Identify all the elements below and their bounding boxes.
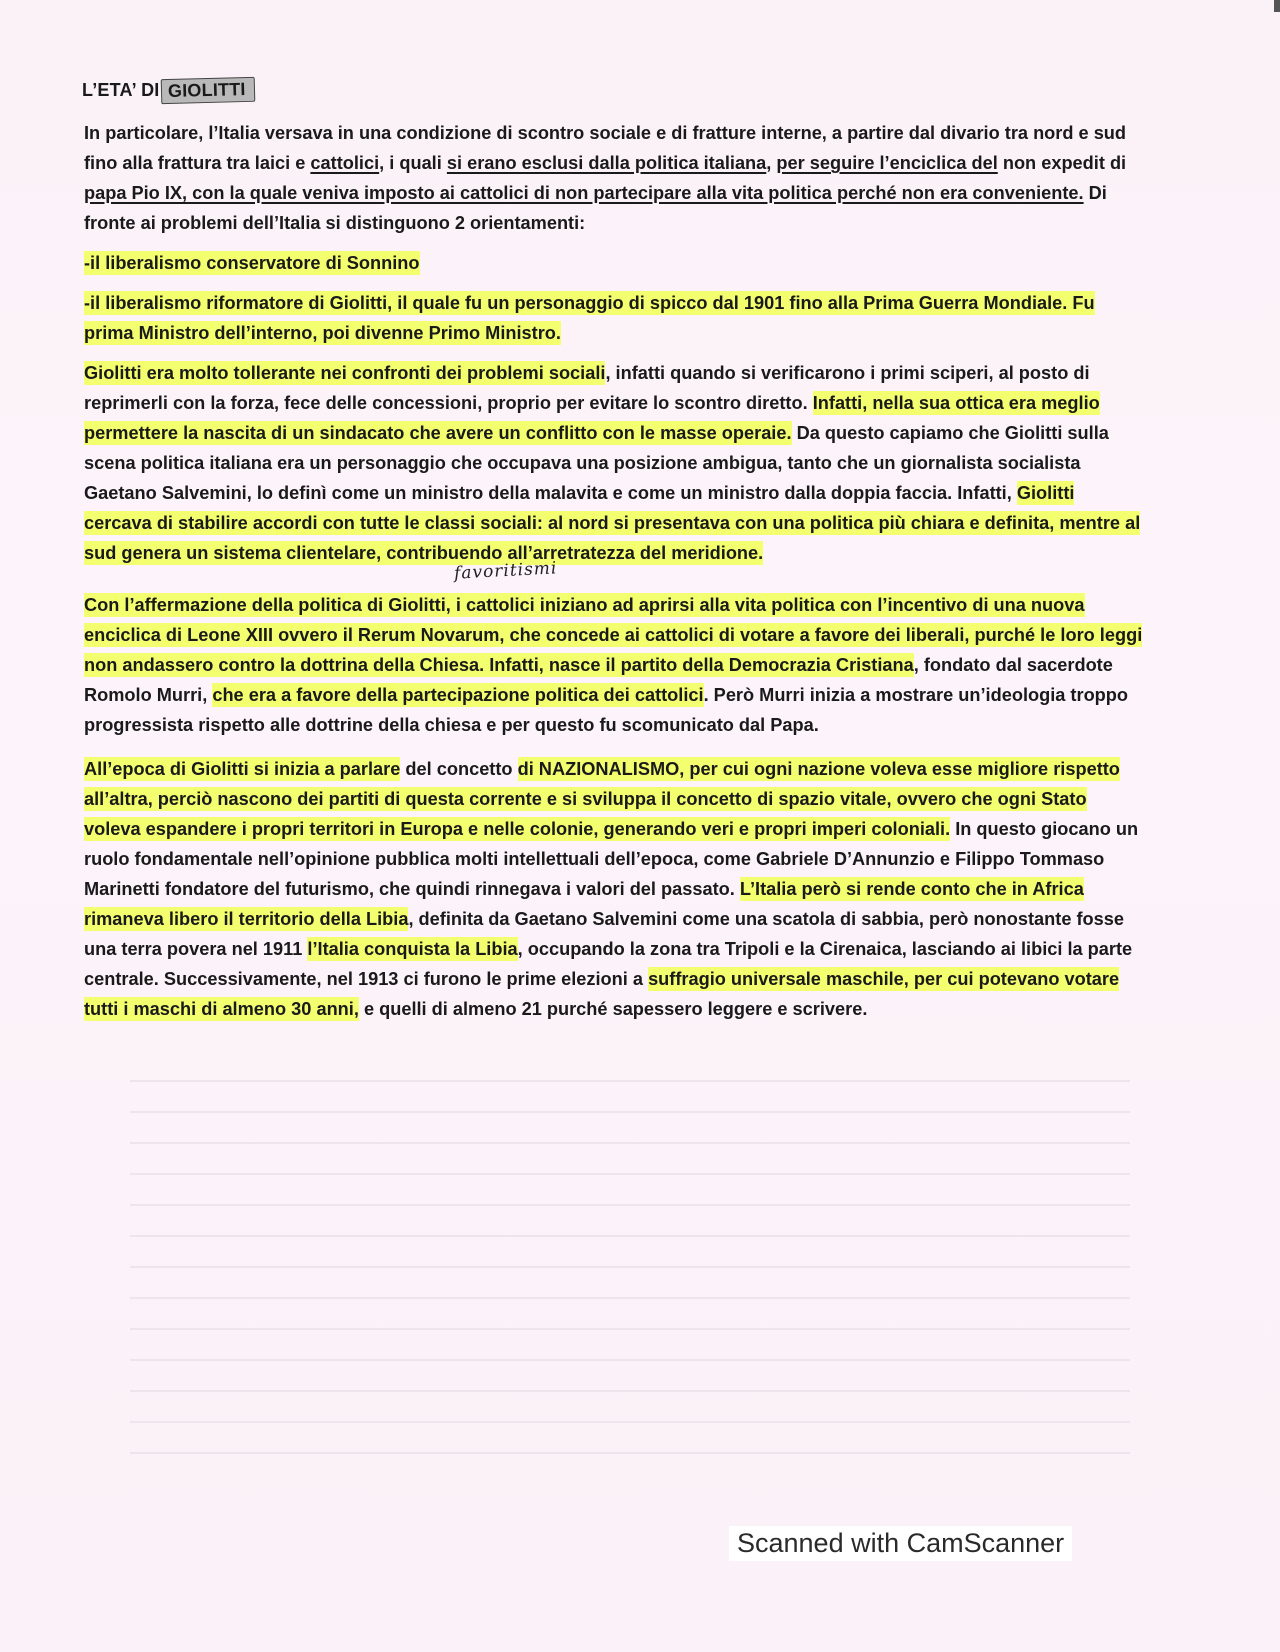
paragraph-catholics <box>84 590 1144 740</box>
camscanner-watermark: Scanned with CamScanner <box>729 1526 1072 1561</box>
document-body <box>84 118 1144 1034</box>
faint-line <box>130 1111 1130 1113</box>
highlighted-text: Infatti, nella sua ottica era meglio permettere la nascita di un sindacato che avere un conflitto con le masse operaie. <box>84 393 1100 443</box>
text-span: In particolare, l’Italia versava in una condizione di scontro sociale e di fratture interne, a partire dal divario tra nord e sud fino alla frattura tra laici e <box>84 123 1127 173</box>
highlighted-text: l’Italia conquista la Libia <box>307 939 518 959</box>
scan-edge-mark <box>1274 0 1280 12</box>
paragraph-reformist <box>84 288 1144 348</box>
document-title <box>82 78 255 103</box>
faint-line <box>130 1173 1130 1175</box>
text-span: In questo giocano un ruolo fondamentale nell’opinione pubblica molti intellettuali dell’epoca, come Gabriele D’Annunzio e Filippo Tommaso Marinetti fondatore del futurismo, che quindi rinnegava i valori del passato. <box>84 819 1139 899</box>
faint-line <box>130 1328 1130 1330</box>
text-span: del concetto <box>400 759 518 779</box>
text-span: , definita da Gaetano Salvemini come una scatola di sabbia, però nonostante fosse una terra povera nel 1911 <box>84 909 1124 959</box>
faint-line <box>130 1452 1130 1454</box>
highlighted-text: di NAZIONALISMO, per cui ogni nazione voleva esse migliore rispetto all’altra, perciò nascono dei partiti di questa corrente e si sviluppa il concetto di spazio vitale, ovvero che ogni Stato voleva espandere i propri territori in Europa e nelle colonie, generando veri e propri imperi coloniali. <box>84 759 1120 839</box>
underlined-text: cattolici <box>310 153 380 173</box>
text-span: , occupando la zona tra Tripoli e la Cirenaica, lasciando ai libici la parte centrale. Successivamente, nel 1913 ci furono le prime elezioni a <box>84 939 1133 989</box>
faint-line <box>130 1080 1130 1082</box>
underlined-text: papa Pio IX, con la quale veniva imposto ai cattolici di non partecipare alla vita politica perché non era conveniente. <box>84 183 1084 203</box>
paragraph-conservative <box>84 248 1144 278</box>
text-span: non expedit di <box>997 153 1127 173</box>
text-span: Da questo capiamo che Giolitti sulla scena politica italiana era un personaggio che occupava una posizione ambigua, tanto che un giornalista socialista Gaetano Salvemini, lo definì come un ministro della malavita e come un ministro dalla doppia faccia. Infatti, <box>84 423 1109 503</box>
highlighted-text: che era a favore della partecipazione politica dei cattolici <box>212 685 704 705</box>
paragraph-nationalism <box>84 754 1144 1024</box>
highlighted-text: suffragio universale maschile, per cui potevano votare tutti i maschi di almeno 30 anni, <box>84 969 1120 1019</box>
paragraph-giolitti-social <box>84 358 1144 568</box>
text-span: e quelli di almeno 21 purché sapessero leggere e scrivere. <box>358 999 868 1019</box>
text-span: , i quali <box>379 153 447 173</box>
highlighted-text: -il liberalismo conservatore di Sonnino <box>84 253 420 273</box>
highlighted-text: Con l’affermazione della politica di Giolitti, i cattolici iniziano ad aprirsi alla vita politica con l’incentivo di una nuova enciclica di Leone XIII ovvero il Rerum Novarum, che concede ai cattolici di votare a favore dei liberali, purché le loro leggi non andassero contro la dottrina della Chiesa. Infatti, nasce il partito della Democrazia Cristiana <box>84 595 1143 675</box>
highlighted-text: All’epoca di Giolitti si inizia a parlare <box>84 759 401 779</box>
text-span: , infatti quando si verificarono i primi sciperi, al posto di reprimerli con la forza, fece delle concessioni, proprio per evitare lo scontro diretto. <box>84 363 1090 413</box>
underlined-text: si erano esclusi dalla politica italiana <box>446 153 767 173</box>
faint-line <box>130 1266 1130 1268</box>
text-span: , <box>766 153 777 173</box>
highlighted-text: L’Italia però si rende conto che in Africa rimaneva libero il territorio della Libia <box>84 879 1084 929</box>
highlighted-text: -il liberalismo riformatore di Giolitti, il quale fu un personaggio di spicco dal 1901 fino alla Prima Guerra Mondiale. Fu prima Ministro dell’interno, poi divenne Primo Ministro. <box>84 293 1095 343</box>
faint-line <box>130 1204 1130 1206</box>
paragraph-intro <box>84 118 1144 238</box>
text-span: , fondato dal sacerdote Romolo Murri, <box>84 655 1113 705</box>
faint-line <box>130 1297 1130 1299</box>
faint-line <box>130 1421 1130 1423</box>
title-prefix: L’ETA’ DI <box>82 80 160 100</box>
text-span: . Però Murri inizia a mostrare un’ideologia troppo progressista rispetto alle dottrine della chiesa e per questo fu scomunicato dal Papa. <box>84 685 1129 735</box>
faint-line <box>130 1390 1130 1392</box>
faint-line <box>130 1142 1130 1144</box>
highlighted-text: Giolitti era molto tollerante nei confronti dei problemi sociali <box>84 363 606 383</box>
title-boxed-word: GIOLITTI <box>161 77 255 104</box>
faint-line <box>130 1359 1130 1361</box>
text-span: Di fronte ai problemi dell’Italia si distinguono 2 orientamenti: <box>84 183 1107 233</box>
highlighted-text: Giolitti cercava di stabilire accordi con tutte le classi sociali: al nord si presentava con una politica più chiara e definita, mentre al sud genera un sistema clientelare, contribuendo all’arretratezza del meridione. <box>84 483 1141 563</box>
underlined-text: per seguire l’enciclica del <box>776 153 998 173</box>
faint-line <box>130 1235 1130 1237</box>
bleed-through-lines <box>130 1080 1130 1483</box>
handwritten-annotation: favoritismi <box>453 558 558 584</box>
